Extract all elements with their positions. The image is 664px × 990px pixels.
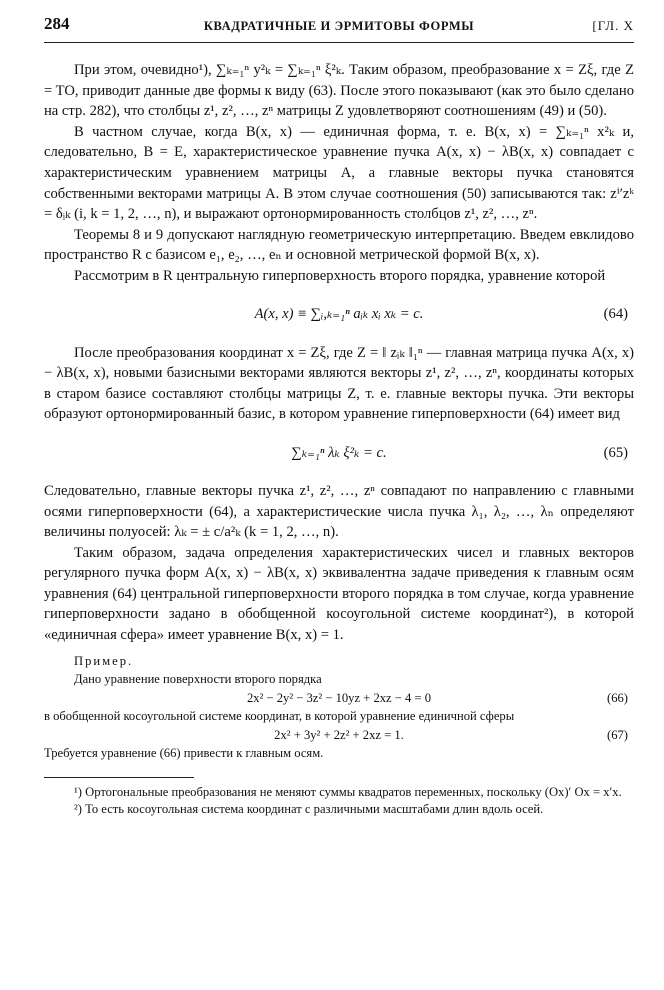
page-header [44, 14, 634, 38]
equation-67 [44, 726, 634, 745]
equation-64-tag: (64) [603, 306, 628, 323]
paragraph-1: При этом, очевидно¹), ∑ₖ₌₁ⁿ y²ₖ = ∑ₖ₌₁ⁿ ξ²ₖ. Таким образом, преобразование x = Zξ, где Z = TO, приводит данные две формы к виду (63). После этого показывают (как это было сделано на стр. 282), что столбцы z¹, z², …, zⁿ матрицы Z удовлетворяют соотношениям (49) и (50). [44, 62, 634, 120]
example-task: Требуется уравнение (66) привести к главным осям. [44, 746, 324, 761]
equation-67-tag: (67) [607, 727, 628, 742]
equation-65 [44, 425, 634, 481]
page-number: 284 [44, 14, 70, 33]
paragraph-7: Таким образом, задача определения характеристических чисел и главных векторов регулярного пучка форм A(x, x) − λB(x, x) эквивалентна задаче приведения к главным осям уравнения (64) центральной гиперповерхности второго порядка в том случае, когда уравнение гиперповерхности задано в обобщенной косоугольной системе координат²), в которой «единичная сфера» имеет уравнение B(x, x) = 1. [44, 544, 634, 644]
chapter-label: [ГЛ. X [592, 18, 634, 33]
paragraph-3: Теоремы 8 и 9 допускают наглядную геометрическую интерпретацию. Введем евклидово пространство R с базисом e₁, e₂, …, eₙ и основной метрической формой B(x, x). [44, 226, 634, 264]
equation-64 [44, 287, 634, 343]
equation-66-tag: (66) [607, 690, 628, 705]
footnote-2: ²) То есть косоугольная система координат с различными масштабами длин вдоль осей. [74, 801, 544, 816]
example-given: Дано уравнение поверхности второго порядка [74, 672, 322, 687]
paragraph-4: Рассмотрим в R центральную гиперповерхность второго порядка, уравнение которой [74, 267, 606, 284]
example-middle: в обобщенной косоугольной системе координат, в которой уравнение единичной сферы [44, 709, 515, 724]
footnote-1: ¹) Ортогональные преобразования не меняют суммы квадратов переменных, поскольку (Ox)′ Ox = x′x. [74, 784, 622, 799]
equation-65-body: ∑ₖ₌₁ⁿ λₖ ξ²ₖ = c. [291, 444, 387, 461]
example-block [44, 652, 634, 763]
equation-67-body: 2x² + 3y² + 2z² + 2xz = 1. [274, 727, 404, 742]
footnote-rule [44, 777, 194, 778]
equation-64-body: A(x, x) ≡ ∑ᵢ,ₖ₌₁ⁿ aᵢₖ xᵢ xₖ = c. [254, 306, 424, 323]
equation-66 [44, 689, 634, 708]
paragraph-2: В частном случае, когда B(x, x) — единичная форма, т. е. B(x, x) = ∑ₖ₌₁ⁿ x²ₖ и, следовательно, B = E, характеристическое уравнение пучка A(x, x) − λB(x, x) совпадает с характеристическим уравнением матрицы A, а главные векторы пучка становятся собственными векторами матрицы A. В этом случае соотношения (50) записываются так: zⁱ′zᵏ = δᵢₖ (i, k = 1, 2, …, n), и выражают ортонормированность столбцов z¹, z², …, zⁿ. [44, 123, 634, 223]
equation-66-body: 2x² − 2y² − 3z² − 10yz + 2xz − 4 = 0 [246, 690, 432, 705]
equation-65-tag: (65) [603, 444, 628, 461]
paragraph-5: После преобразования координат x = Zξ, где Z = ‖ zᵢₖ ‖₁ⁿ — главная матрица пучка A(x, x) − λB(x, x), новыми базисными векторами являются векторы z¹, z², …, zⁿ, координаты которых в старом базисе составляют столбцы матрицы Z, т. е. главные векторы пучка. Эти векторы образуют ортонормированный базис, в котором уравнение гиперповерхности (64) имеет вид [44, 344, 634, 423]
example-heading: Пример. [74, 653, 134, 668]
page-body [44, 60, 634, 818]
running-title: КВАДРАТИЧНЫЕ И ЭРМИТОВЫ ФОРМЫ [203, 19, 475, 33]
header-rule [44, 42, 634, 43]
paragraph-6: Следовательно, главные векторы пучка z¹, z², …, zⁿ совпадают по направлению с главными осями гиперповерхности (64), а характеристические числа пучка λ₁, λ₂, …, λₙ определяют величины полуосей: λₖ = ± c/a²ₖ (k = 1, 2, …, n). [44, 482, 634, 541]
